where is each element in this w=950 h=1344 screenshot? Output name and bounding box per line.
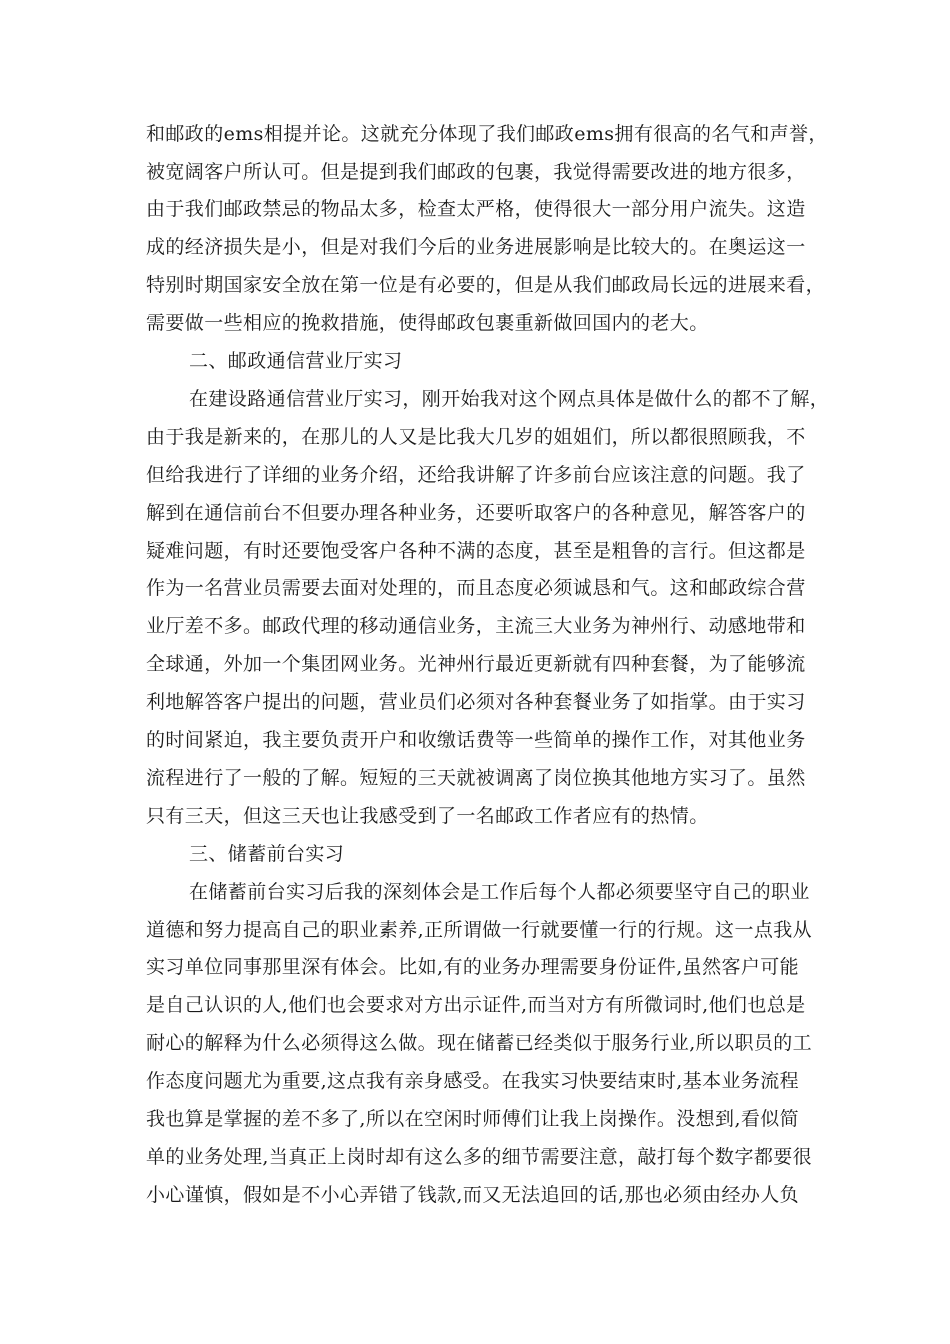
section-heading: 三、储蓄前台实习 <box>189 843 345 865</box>
paragraph-first-line: 在建设路通信营业厅实习，刚开始我对这个网点具体是做什么的都不了解， <box>189 388 830 410</box>
body-text-line: 由于我们邮政禁忌的物品太多，检查太严格，使得很大一部分用户流失。这造 <box>146 198 806 220</box>
body-text-line: 我也算是掌握的差不多了,所以在空闲时师傅们让我上岗操作。没想到,看似简 <box>146 1108 800 1130</box>
body-text-line: 由于我是新来的，在那儿的人又是比我大几岁的姐姐们，所以都很照顾我，不 <box>146 426 806 448</box>
body-text-line: 作为一名营业员需要去面对处理的，而且态度必须诚恳和气。这和邮政综合营 <box>146 577 806 599</box>
body-text-line: 单的业务处理,当真正上岗时却有这么多的细节需要注意，敲打每个数字都要很 <box>146 1146 813 1168</box>
body-text-line: 只有三天，但这三天也让我感受到了一名邮政工作者应有的热情。 <box>146 805 709 827</box>
body-text-line: 业厅差不多。邮政代理的移动通信业务，主流三大业务为神州行、动感地带和 <box>146 615 806 637</box>
body-text-line: 和邮政的ems相提并论。这就充分体现了我们邮政ems拥有很高的名气和声誉， <box>146 123 828 145</box>
body-text-line: 耐心的解释为什么必须得这么做。现在储蓄已经类似于服务行业,所以职员的工 <box>146 1032 813 1054</box>
body-text-line: 的时间紧迫，我主要负责开户和收缴话费等一些简单的操作工作，对其他业务 <box>146 729 806 751</box>
body-text-line: 解到在通信前台不但要办理各种业务，还要听取客户的各种意见，解答客户的 <box>146 502 806 524</box>
body-text-line: 是自己认识的人,他们也会要求对方出示证件,而当对方有所微词时,他们也总是 <box>146 994 806 1016</box>
body-text-line: 流程进行了一般的了解。短短的三天就被调离了岗位换其他地方实习了。虽然 <box>146 767 806 789</box>
body-text-line: 但给我进行了详细的业务介绍，还给我讲解了许多前台应该注意的问题。我了 <box>146 464 806 486</box>
body-text-line: 成的经济损失是小，但是对我们今后的业务进展影响是比较大的。在奥运这一 <box>146 236 806 258</box>
body-text-line: 全球通，外加一个集团网业务。光神州行最近更新就有四种套餐，为了能够流 <box>146 653 806 675</box>
paragraph-first-line: 在储蓄前台实习后我的深刻体会是工作后每个人都必须要坚守自己的职业 <box>189 881 810 903</box>
body-text-line: 小心谨慎，假如是不小心弄错了钱款,而又无法追回的话,那也必须由经办人负 <box>146 1184 800 1206</box>
body-text-line: 利地解答客户提出的问题，营业员们必须对各种套餐业务了如指掌。由于实习 <box>146 691 806 713</box>
body-text-line: 需要做一些相应的挽救措施，使得邮政包裹重新做回国内的老大。 <box>146 312 709 334</box>
body-text-line: 疑难问题，有时还要饱受客户各种不满的态度，甚至是粗鲁的言行。但这都是 <box>146 540 806 562</box>
section-heading: 二、邮政通信营业厅实习 <box>189 350 403 372</box>
body-text-line: 被宽阔客户所认可。但是提到我们邮政的包裹，我觉得需要改进的地方很多， <box>146 161 806 183</box>
body-text-line: 特别时期国家安全放在第一位是有必要的，但是从我们邮政局长远的进展来看， <box>146 274 826 296</box>
body-text-line: 实习单位同事那里深有体会。比如,有的业务办理需要身份证件,虽然客户可能 <box>146 956 800 978</box>
body-text-line: 作态度问题尤为重要,这点我有亲身感受。在我实习快要结束时,基本业务流程 <box>146 1070 800 1092</box>
body-text-line: 道德和努力提高自己的职业素养,正所谓做一行就要懂一行的行规。这一点我从 <box>146 919 813 941</box>
